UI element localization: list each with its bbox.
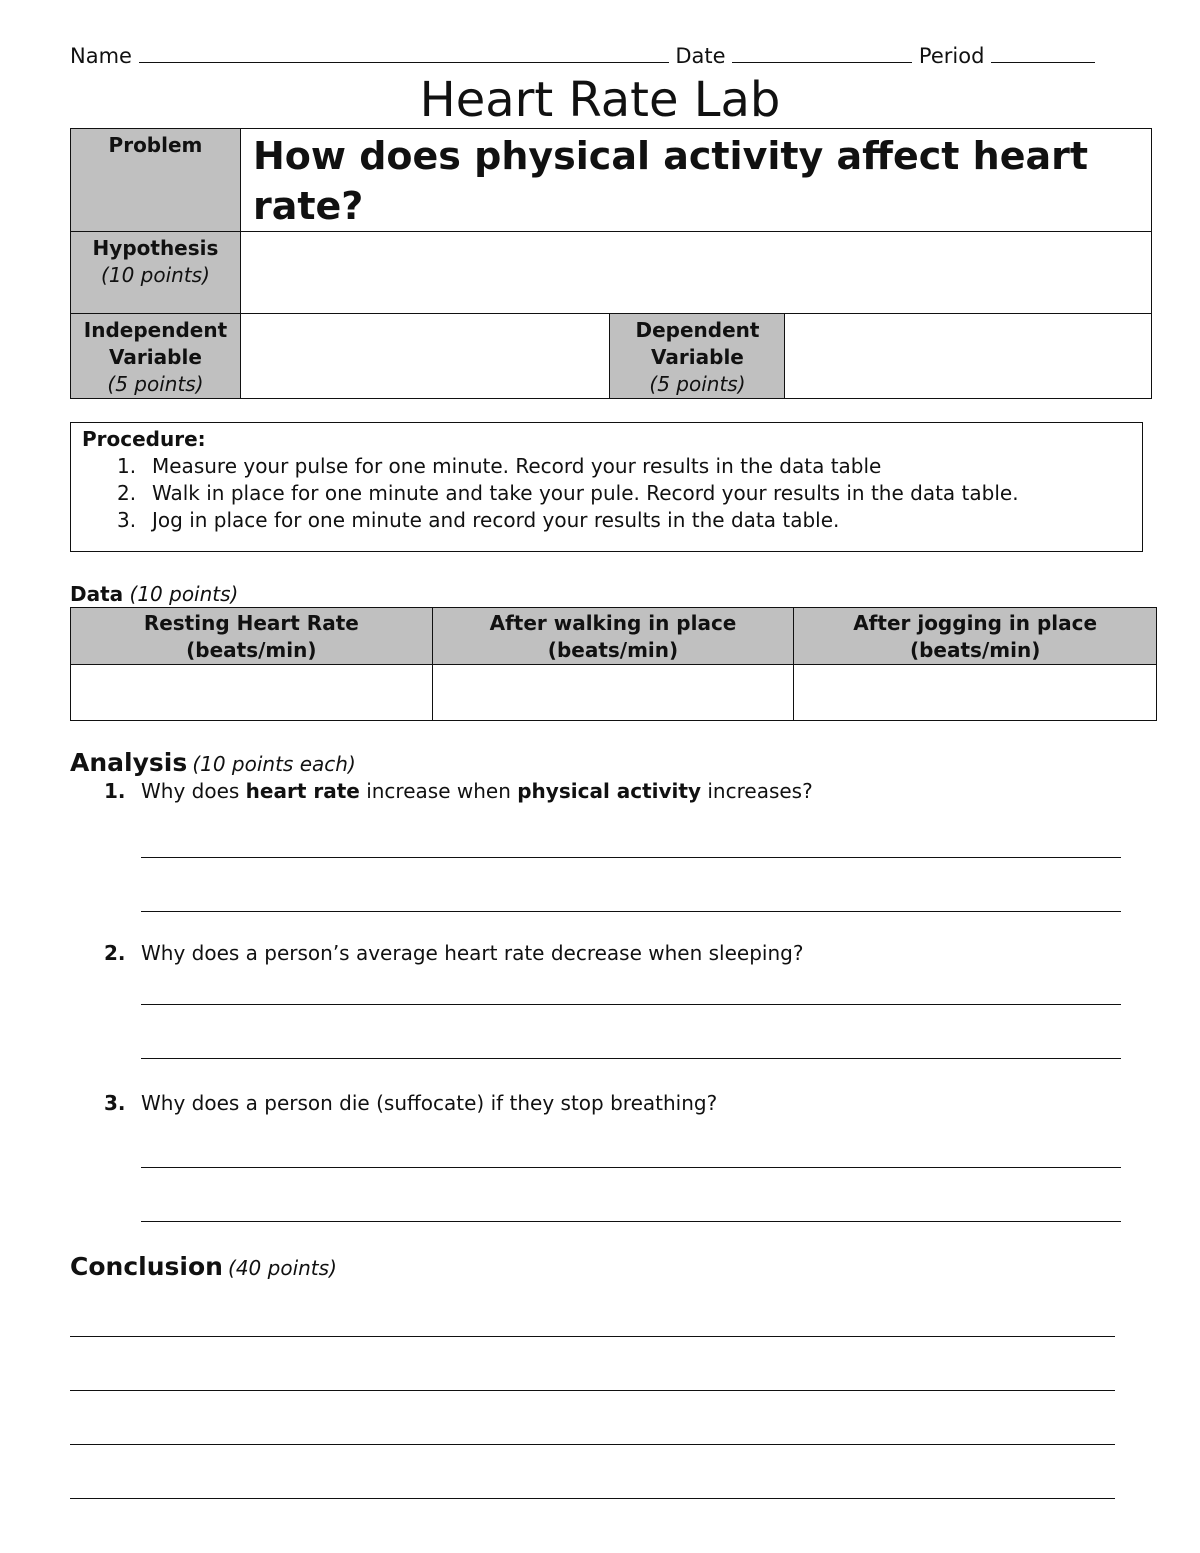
question-text-post: increases? xyxy=(701,779,813,803)
dependent-variable-label-line1: Dependent xyxy=(635,318,760,342)
answer-line[interactable] xyxy=(141,857,1121,858)
conclusion-title: Conclusion xyxy=(70,1252,223,1281)
column-header-walking xyxy=(432,608,794,665)
page-title: Heart Rate Lab xyxy=(419,72,781,128)
step-text: Walk in place for one minute and take your pule. Record your results in the data table. xyxy=(152,481,1019,505)
column-header-line2: (beats/min) xyxy=(909,638,1041,662)
period-field[interactable] xyxy=(991,46,1095,63)
conclusion-points: (40 points) xyxy=(228,1256,337,1280)
independent-variable-label-line2: Variable xyxy=(109,345,202,369)
procedure-box xyxy=(70,422,1143,552)
analysis-question-3 xyxy=(104,1091,717,1115)
question-number: 2. xyxy=(104,941,126,965)
answer-line[interactable] xyxy=(141,1058,1121,1059)
answer-line[interactable] xyxy=(141,1167,1121,1168)
analysis-question-2 xyxy=(104,941,803,965)
column-header-line1: Resting Heart Rate xyxy=(143,611,359,635)
hypothesis-label-cell xyxy=(71,232,241,314)
step-number: 2. xyxy=(117,481,137,505)
step-number: 3. xyxy=(117,508,137,532)
column-header-line1: After jogging in place xyxy=(853,611,1098,635)
conclusion-line[interactable] xyxy=(70,1444,1115,1445)
procedure-title: Procedure: xyxy=(82,427,206,451)
question-text-bold: heart rate xyxy=(245,779,360,803)
data-section-label xyxy=(70,582,238,606)
problem-label: Problem xyxy=(108,133,203,157)
date-label: Date xyxy=(675,44,726,68)
question-text: Why does a person’s average heart rate decrease when sleeping? xyxy=(141,941,804,965)
answer-line[interactable] xyxy=(141,1221,1121,1222)
column-header-line2: (beats/min) xyxy=(547,638,679,662)
independent-variable-answer-cell[interactable] xyxy=(240,314,610,399)
step-text: Measure your pulse for one minute. Record your results in the data table xyxy=(152,454,882,478)
analysis-title: Analysis xyxy=(70,748,188,777)
hypothesis-points: (10 points) xyxy=(101,263,210,287)
data-table xyxy=(70,607,1157,721)
procedure-step xyxy=(117,508,839,532)
conclusion-line[interactable] xyxy=(70,1390,1115,1391)
question-text-bold: physical activity xyxy=(517,779,702,803)
answer-line[interactable] xyxy=(141,1004,1121,1005)
date-field[interactable] xyxy=(732,46,912,63)
analysis-points: (10 points each) xyxy=(192,752,356,776)
conclusion-heading xyxy=(70,1252,337,1281)
dependent-variable-points: (5 points) xyxy=(649,372,746,396)
hypothesis-label: Hypothesis xyxy=(92,236,219,260)
jogging-heart-rate-cell[interactable] xyxy=(794,665,1157,721)
walking-heart-rate-cell[interactable] xyxy=(432,665,794,721)
question-number: 1. xyxy=(104,779,126,803)
conclusion-line[interactable] xyxy=(70,1336,1115,1337)
dependent-variable-label-cell xyxy=(610,314,785,399)
column-header-line2: (beats/min) xyxy=(186,638,317,662)
step-number: 1. xyxy=(117,454,137,478)
question-text: Why does a person die (suffocate) if they stop breathing? xyxy=(141,1091,718,1115)
problem-question: How does physical activity affect heart rate? xyxy=(252,134,1089,228)
name-label: Name xyxy=(70,44,132,68)
step-text: Jog in place for one minute and record your results in the data table. xyxy=(152,508,840,532)
question-text-mid: increase when xyxy=(359,779,518,803)
column-header-jogging xyxy=(794,608,1157,665)
resting-heart-rate-cell[interactable] xyxy=(71,665,433,721)
column-header-line1: After walking in place xyxy=(489,611,737,635)
dependent-variable-label-line2: Variable xyxy=(651,345,744,369)
problem-cell xyxy=(240,129,1151,232)
independent-variable-points: (5 points) xyxy=(107,372,204,396)
dependent-variable-answer-cell[interactable] xyxy=(785,314,1152,399)
hypothesis-answer-cell[interactable] xyxy=(240,232,1151,314)
lab-setup-table xyxy=(70,128,1152,399)
question-number: 3. xyxy=(104,1091,126,1115)
independent-variable-label-line1: Independent xyxy=(83,318,228,342)
procedure-step xyxy=(117,481,1019,505)
data-label: Data xyxy=(70,582,124,606)
column-header-resting xyxy=(71,608,433,665)
name-field[interactable] xyxy=(139,46,669,63)
independent-variable-label-cell xyxy=(71,314,241,399)
procedure-step xyxy=(117,454,881,478)
analysis-question-1 xyxy=(104,779,813,803)
data-points: (10 points) xyxy=(129,582,239,606)
period-label: Period xyxy=(918,44,985,68)
analysis-heading xyxy=(70,748,356,777)
answer-line[interactable] xyxy=(141,911,1121,912)
student-info-line xyxy=(70,44,1130,68)
question-text-pre: Why does xyxy=(141,779,246,803)
conclusion-line[interactable] xyxy=(70,1498,1115,1499)
problem-label-cell xyxy=(71,129,241,232)
